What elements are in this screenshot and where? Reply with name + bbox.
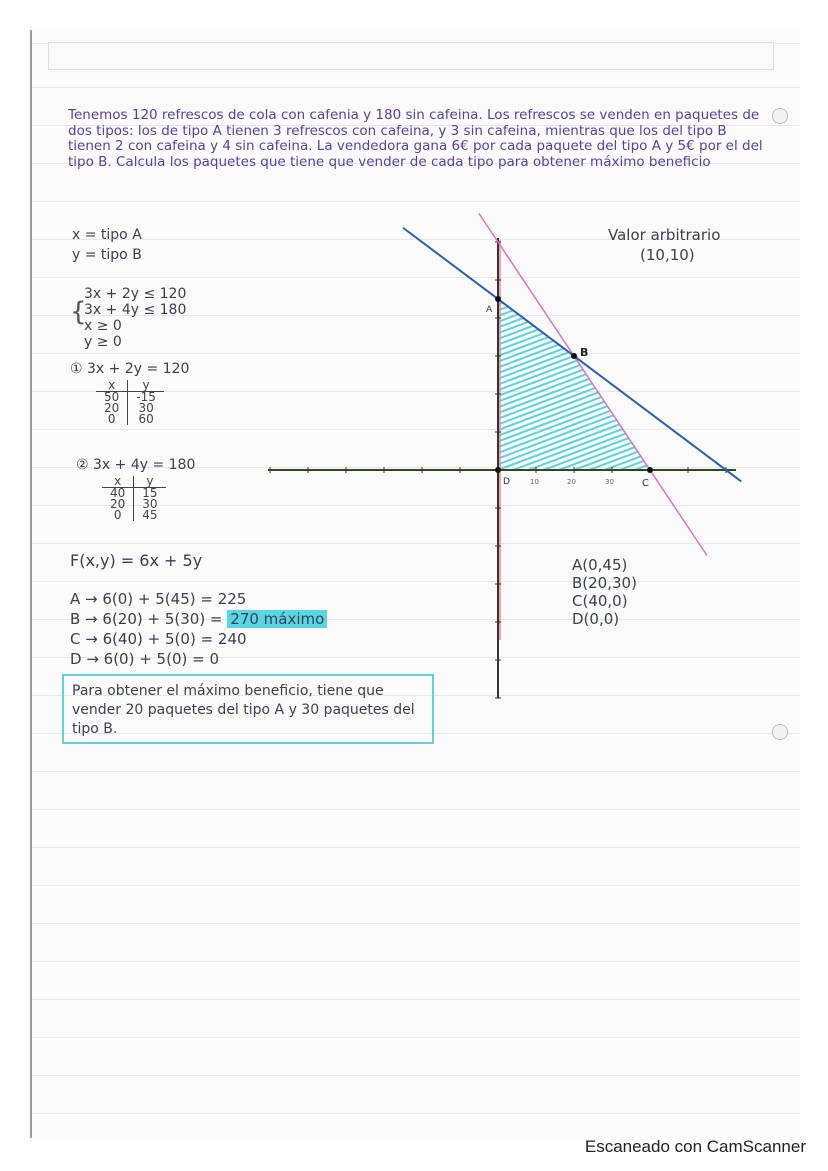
hatch-stroke (498, 450, 658, 510)
point-label-c: C (642, 478, 649, 489)
equation-2-label: ② 3x + 4y = 180 (76, 457, 196, 473)
x-tick-label: 10 (530, 478, 539, 486)
table-cell: 50 (96, 392, 128, 404)
constraint-1: 3x + 2y ≤ 120 (84, 286, 187, 302)
hatch-stroke (498, 427, 658, 487)
vertex-point (571, 353, 577, 359)
hatch-stroke (498, 376, 658, 436)
hatch-stroke (498, 245, 658, 305)
hatch-stroke (498, 399, 658, 459)
hatch-stroke (498, 108, 658, 168)
table-cell: 20 (96, 403, 128, 414)
hatch-stroke (498, 444, 658, 504)
hatch-stroke (498, 325, 658, 385)
point-label-b: B (580, 346, 589, 359)
constraint-3: x ≥ 0 (84, 318, 122, 334)
vertex-c: C(40,0) (572, 592, 628, 610)
evaluation-a: A → 6(0) + 5(45) = 225 (70, 590, 247, 608)
hatch-stroke (498, 233, 658, 293)
hatch-stroke (498, 114, 658, 174)
hatch-stroke (498, 205, 658, 265)
hatch-stroke (498, 268, 658, 328)
table-header: x (102, 476, 134, 488)
x-tick-label: 20 (567, 478, 576, 486)
hatch-stroke (498, 79, 658, 139)
hatch-stroke (498, 279, 658, 339)
table-cell: 45 (142, 508, 158, 522)
hatch-stroke (498, 148, 658, 208)
table-cell: 0 (96, 414, 128, 425)
hatch-stroke (498, 359, 658, 419)
table-header: y (134, 476, 166, 488)
hatch-stroke (498, 176, 658, 236)
vertex-b: B(20,30) (572, 574, 637, 592)
hatch-stroke (498, 159, 658, 219)
objective-function: F(x,y) = 6x + 5y (70, 551, 203, 570)
hatch-stroke (498, 382, 658, 442)
point-label-a: A (486, 305, 493, 315)
hatch-stroke (498, 404, 658, 464)
hatch-stroke (498, 193, 658, 253)
vertex-point (647, 467, 653, 473)
hatch-stroke (498, 211, 658, 271)
table-header: y (128, 380, 164, 392)
constraint-4: y ≥ 0 (84, 334, 122, 350)
hatch-stroke (498, 222, 658, 282)
table-cell: -15 (136, 390, 156, 404)
hatch-stroke (498, 131, 658, 191)
evaluation-c: C → 6(40) + 5(0) = 240 (70, 630, 247, 648)
hatch-stroke (498, 439, 658, 499)
hatch-stroke (498, 216, 658, 276)
hatch-stroke (498, 125, 658, 185)
hatch-stroke (498, 387, 658, 447)
hatch-stroke (498, 456, 658, 516)
hatch-stroke (498, 188, 658, 248)
hatch-stroke (498, 165, 658, 225)
table-cell: 40 (102, 488, 134, 500)
hatch-stroke (498, 421, 658, 481)
hatch-stroke (498, 256, 658, 316)
conclusion-box: Para obtener el máximo beneficio, tiene que vender 20 paquetes del tipo A y 30 paquetes del tipo B. (62, 674, 434, 744)
hatch-stroke (498, 473, 658, 533)
arbitrary-value-title: Valor arbitrario (608, 226, 721, 244)
x-tick-label: 30 (605, 478, 614, 486)
evaluation-d: D → 6(0) + 5(0) = 0 (70, 650, 219, 668)
hatch-stroke (498, 290, 658, 350)
hatch-stroke (498, 273, 658, 333)
hatch-stroke (498, 85, 658, 145)
vertex-point (495, 296, 501, 302)
system-brace: { (70, 297, 87, 327)
table-cell: 60 (138, 412, 154, 426)
hatch-stroke (498, 524, 658, 584)
equation-1-label: ① 3x + 2y = 120 (70, 361, 190, 377)
hatch-stroke (498, 496, 658, 556)
hatch-stroke (498, 501, 658, 561)
constraint-2: 3x + 4y ≤ 180 (84, 302, 187, 318)
hatch-stroke (498, 262, 658, 322)
hatch-stroke (498, 102, 658, 162)
hatch-stroke (498, 313, 658, 373)
table-cell: 30 (142, 497, 158, 511)
hatch-stroke (498, 319, 658, 379)
table-cell: 15 (142, 486, 158, 500)
vertex-d: D(0,0) (572, 610, 620, 628)
hatch-stroke (498, 239, 658, 299)
hatch-stroke (498, 154, 658, 214)
arbitrary-value-point: (10,10) (640, 246, 695, 264)
hatch-stroke (498, 302, 658, 362)
vertex-a: A(0,45) (572, 556, 628, 574)
hatch-stroke (498, 507, 658, 567)
hatch-stroke (498, 433, 658, 493)
hatch-stroke (498, 182, 658, 242)
hatch-stroke (498, 296, 658, 356)
hatch-stroke (498, 97, 658, 157)
hatch-stroke (498, 74, 658, 134)
scanner-footer: Escaneado con CamScanner (584, 1137, 806, 1156)
hatch-stroke (498, 142, 658, 202)
evaluation-b-text: B → 6(20) + 5(30) = (70, 610, 228, 628)
table-cell: 0 (102, 510, 134, 521)
hatch-stroke (498, 199, 658, 259)
hatch-stroke (498, 513, 658, 573)
hatch-stroke (498, 410, 658, 470)
problem-statement: Tenemos 120 refrescos de cola con cafenia y 180 sin cafeina. Los refrescos se venden en paquetes de dos tipos: los de tipo A tienen 3 refrescos con cafeina, y 3 sin cafeina, mientras que los del tipo B tienen 2 con cafeina y 4 sin cafeina. La vendedora gana 6€ por cada paquete del tipo A y 5€ por el del tipo B. Calcula los paquetes que tiene que vender de cada tipo para obtener máximo beneficio (68, 107, 763, 170)
table-cell: 30 (138, 401, 154, 415)
vertex-point (495, 467, 501, 473)
hatch-stroke (498, 490, 658, 550)
hatch-stroke (498, 91, 658, 151)
hatch-stroke (498, 171, 658, 231)
hatch-stroke (498, 336, 658, 396)
hatch-stroke (498, 250, 658, 310)
hatch-stroke (498, 119, 658, 179)
variable-y: y = tipo B (72, 247, 142, 263)
variable-x: x = tipo A (72, 227, 142, 243)
feasible-region (498, 74, 658, 584)
hatch-stroke (498, 136, 658, 196)
table-header: x (96, 380, 128, 392)
point-label-d: D (503, 477, 510, 487)
hatch-stroke (498, 518, 658, 578)
max-highlight: 270 máximo (227, 610, 327, 628)
hatch-stroke (498, 364, 658, 424)
hatch-stroke (498, 484, 658, 544)
hatch-stroke (498, 285, 658, 345)
table-cell: 20 (102, 499, 134, 510)
hatch-stroke (498, 342, 658, 402)
hatch-stroke (498, 347, 658, 407)
hatch-stroke (498, 478, 658, 538)
hatch-stroke (498, 467, 658, 527)
